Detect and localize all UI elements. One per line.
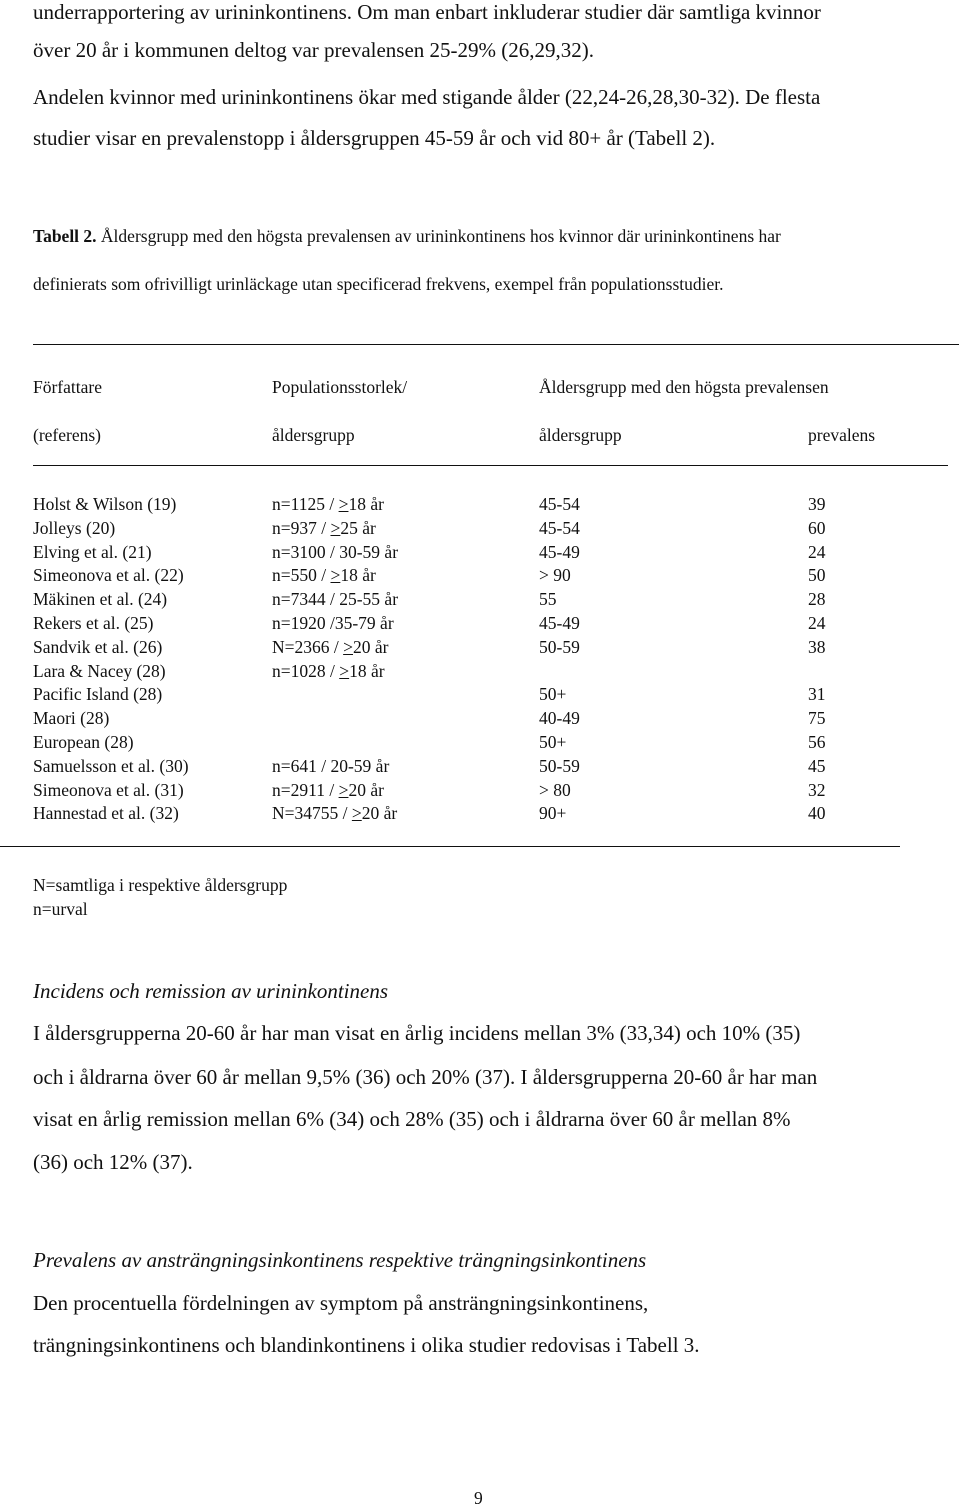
cell-prevalence: 24: [808, 613, 826, 633]
cell-age-group: 45-54: [539, 518, 580, 538]
population-prefix: n=1920 /35-79 år: [272, 613, 394, 633]
cell-age-group: 50+: [539, 732, 567, 752]
population-prefix: n=7344 / 25-55 år: [272, 589, 399, 609]
header-age-group-span: Åldersgrupp med den högsta prevalensen: [539, 377, 829, 397]
population-comparator: >: [338, 494, 349, 514]
table-caption-line-2: definierats som ofrivilligt urinläckage utan specificerad frekvens, exempel från populationsstudier.: [33, 274, 724, 294]
cell-population: [272, 662, 385, 680]
population-comparator: >: [330, 565, 341, 585]
cell-age-group: 90+: [539, 803, 567, 823]
header-peak-age-group: åldersgrupp: [539, 425, 622, 445]
table-caption-label: Tabell 2.: [33, 226, 97, 246]
body-line: (36) och 12% (37).: [33, 1150, 193, 1174]
cell-age-group: 55: [539, 589, 557, 609]
cell-prevalence: 39: [808, 494, 826, 514]
body-line: visat en årlig remission mellan 6% (34) och 28% (35) och i åldrarna över 60 år mellan 8%: [33, 1107, 791, 1131]
body-line: och i åldrarna över 60 år mellan 9,5% (36) och 20% (37). I åldersgrupperna 20-60 år har man: [33, 1065, 818, 1089]
cell-prevalence: 56: [808, 732, 826, 752]
cell-author: Mäkinen et al. (24): [33, 589, 168, 609]
cell-author: European (28): [33, 732, 134, 752]
population-suffix: 18 år: [348, 494, 384, 514]
body-line: trängningsinkontinens och blandinkontinens i olika studier redovisas i Tabell 3.: [33, 1333, 700, 1357]
table-note: N=samtliga i respektive åldersgrupp: [33, 875, 288, 895]
population-comparator: >: [351, 803, 362, 823]
body-line: Den procentuella fördelningen av symptom på ansträngningsinkontinens,: [33, 1291, 649, 1315]
cell-population: [272, 638, 388, 656]
cell-age-group: > 80: [539, 780, 571, 800]
intro-line: över 20 år i kommunen deltog var prevalensen 25-29% (26,29,32).: [33, 38, 595, 62]
population-suffix: 18 år: [340, 565, 376, 585]
table-bottom-rule: [0, 846, 900, 847]
section-heading-incidence: Incidens och remission av urininkontinens: [33, 979, 389, 1003]
population-comparator: >: [339, 661, 350, 681]
population-prefix: n=937 /: [272, 518, 331, 538]
population-prefix: n=641 / 20-59 år: [272, 756, 390, 776]
cell-prevalence: 32: [808, 780, 826, 800]
population-suffix: 18 år: [349, 661, 385, 681]
population-prefix: N=34755 /: [272, 803, 352, 823]
cell-population: [272, 566, 376, 584]
population-suffix: 20 år: [348, 780, 384, 800]
cell-author: Sandvik et al. (26): [33, 637, 163, 657]
cell-prevalence: 75: [808, 708, 826, 728]
cell-prevalence: 31: [808, 684, 826, 704]
cell-author: Pacific Island (28): [33, 684, 163, 704]
cell-prevalence: 38: [808, 637, 826, 657]
intro-line: Andelen kvinnor med urininkontinens ökar med stigande ålder (22,24-26,28,30-32). De flesta: [33, 85, 821, 109]
cell-prevalence: 24: [808, 542, 826, 562]
population-prefix: n=1028 /: [272, 661, 340, 681]
cell-prevalence: 50: [808, 565, 826, 585]
cell-age-group: 50+: [539, 684, 567, 704]
header-age-group: åldersgrupp: [272, 425, 355, 445]
cell-population: [272, 519, 376, 537]
cell-population: [272, 590, 398, 608]
cell-age-group: 45-54: [539, 494, 580, 514]
intro-line: underrapportering av urininkontinens. Om man enbart inkluderar studier där samtliga kvinnor: [33, 0, 821, 24]
population-suffix: 20 år: [361, 803, 398, 823]
table-caption-line-1: [33, 227, 781, 245]
table-header-rule: [33, 465, 948, 466]
table-note: n=urval: [33, 899, 88, 919]
table-caption-text: Åldersgrupp med den högsta prevalensen av urininkontinens hos kvinnor där urininkontinens har: [100, 226, 781, 246]
cell-author: Simeonova et al. (22): [33, 565, 184, 585]
cell-prevalence: 45: [808, 756, 826, 776]
cell-population: [272, 757, 389, 775]
header-prevalence: prevalens: [808, 425, 876, 445]
population-comparator: >: [338, 780, 349, 800]
population-comparator: >: [330, 518, 341, 538]
section-heading-prevalence: Prevalens av ansträngningsinkontinens respektive trängningsinkontinens: [33, 1248, 647, 1272]
cell-age-group: 45-49: [539, 613, 580, 633]
cell-population: [272, 495, 384, 513]
cell-population: [272, 804, 397, 822]
population-suffix: 20 år: [353, 637, 389, 657]
population-prefix: n=550 /: [272, 565, 331, 585]
cell-age-group: > 90: [539, 565, 571, 585]
cell-prevalence: 60: [808, 518, 826, 538]
population-prefix: n=3100 / 30-59 år: [272, 542, 399, 562]
header-reference: (referens): [33, 425, 102, 445]
cell-author: Rekers et al. (25): [33, 613, 154, 633]
cell-author: Maori (28): [33, 708, 110, 728]
cell-author: Holst & Wilson (19): [33, 494, 177, 514]
cell-age-group: 50-59: [539, 756, 580, 776]
intro-line: studier visar en prevalenstopp i åldersgruppen 45-59 år och vid 80+ år (Tabell 2).: [33, 126, 716, 150]
cell-population: [272, 781, 384, 799]
population-prefix: n=2911 /: [272, 780, 339, 800]
header-author: Författare: [33, 377, 102, 397]
page-number: 9: [474, 1488, 483, 1508]
cell-age-group: 50-59: [539, 637, 580, 657]
cell-author: Elving et al. (21): [33, 542, 152, 562]
cell-author: Hannestad et al. (32): [33, 803, 179, 823]
header-population: Populationsstorlek/: [272, 377, 408, 397]
cell-author: Jolleys (20): [33, 518, 116, 538]
cell-author: Samuelsson et al. (30): [33, 756, 189, 776]
body-line: I åldersgrupperna 20-60 år har man visat en årlig incidens mellan 3% (33,34) och 10% (35): [33, 1021, 801, 1045]
cell-author: Lara & Nacey (28): [33, 661, 166, 681]
table-top-rule: [33, 344, 959, 345]
cell-prevalence: 28: [808, 589, 826, 609]
population-prefix: n=1125 /: [272, 494, 339, 514]
population-suffix: 25 år: [340, 518, 376, 538]
cell-prevalence: 40: [808, 803, 826, 823]
population-comparator: >: [343, 637, 353, 657]
cell-age-group: 45-49: [539, 542, 580, 562]
cell-population: [272, 614, 394, 632]
cell-age-group: 40-49: [539, 708, 580, 728]
cell-population: [272, 543, 398, 561]
population-prefix: N=2366 /: [272, 637, 344, 657]
cell-author: Simeonova et al. (31): [33, 780, 184, 800]
